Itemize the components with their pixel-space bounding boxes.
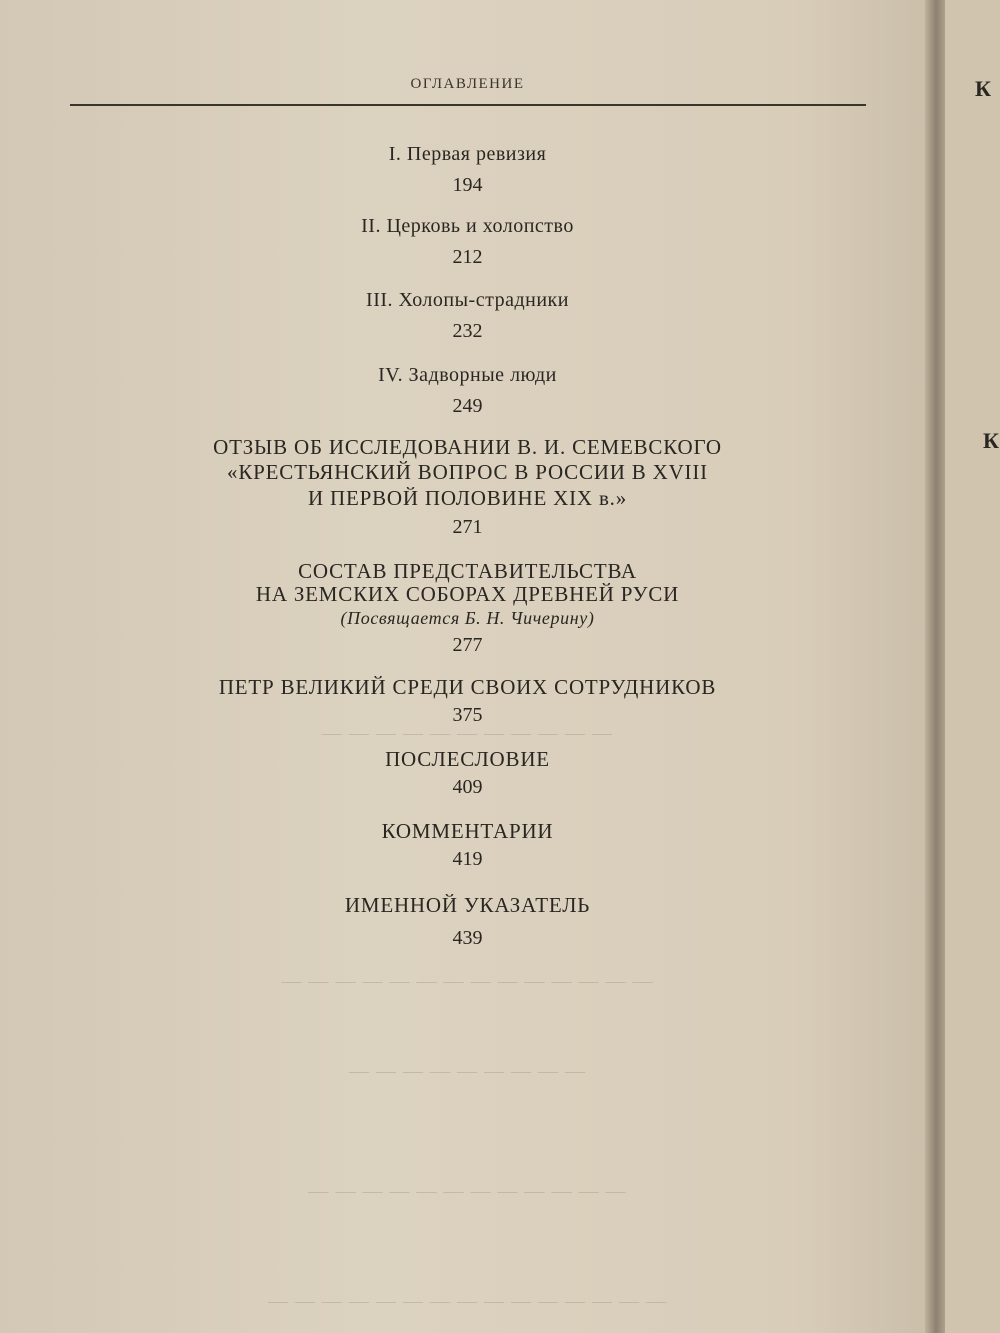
toc-review-line-2: «КРЕСТЬЯНСКИЙ ВОПРОС В РОССИИ В XVIII: [227, 460, 708, 484]
toc-index-title: ИМЕННОЙ УКАЗАТЕЛЬ: [344, 893, 591, 917]
toc-petr-page: 375: [452, 704, 483, 726]
toc-entry-title: III. Холопы-страдники: [366, 289, 569, 311]
toc-review-line-3: И ПЕРВОЙ ПОЛОВИНЕ XIX в.»: [307, 486, 628, 510]
toc-posl-page: 409: [452, 776, 483, 798]
toc-entry-title: IV. Задворные люди: [378, 364, 557, 386]
adjacent-page: [945, 0, 1000, 1333]
toc-entry-page: 232: [452, 320, 483, 342]
adjacent-page-letter: К: [975, 76, 991, 101]
bleed-through-text: — — — — — — — — — — —: [322, 722, 613, 744]
toc-sostav-line-2: НА ЗЕМСКИХ СОБОРАХ ДРЕВНЕЙ РУСИ: [255, 582, 680, 606]
toc-entry-page: 249: [452, 395, 483, 417]
toc-sostav-dedication: (Посвящается Б. Н. Чичерину): [340, 608, 595, 628]
toc-sostav-line-1: СОСТАВ ПРЕДСТАВИТЕЛЬСТВА: [298, 559, 637, 583]
toc-posl-title: ПОСЛЕСЛОВИЕ: [385, 747, 550, 771]
running-head: ОГЛАВЛЕНИЕ: [410, 76, 525, 92]
toc-entry-page: 194: [452, 174, 483, 196]
header-rule: [70, 104, 866, 106]
toc-review-line-1: ОТЗЫВ ОБ ИССЛЕДОВАНИИ В. И. СЕМЕВСКОГО: [213, 435, 722, 459]
bleed-through-text: — — — — — — — — — — — — — — —: [268, 1290, 667, 1312]
book-gutter: [925, 0, 947, 1333]
toc-entry-page: 212: [452, 246, 483, 268]
bleed-through-text: — — — — — — — — — — — —: [308, 1180, 627, 1202]
toc-komm-title: КОММЕНТАРИИ: [381, 819, 554, 843]
toc-sostav-page: 277: [452, 634, 483, 656]
toc-komm-page: 419: [452, 848, 483, 870]
adjacent-page-letter: К: [983, 428, 999, 453]
toc-petr-title: ПЕТР ВЕЛИКИЙ СРЕДИ СВОИХ СОТРУДНИКОВ: [218, 675, 717, 699]
bleed-through-text: — — — — — — — — — — — — — —: [281, 970, 654, 992]
toc-index-page: 439: [452, 927, 483, 949]
toc-entry-title: I. Первая ревизия: [388, 143, 547, 165]
bleed-through-text: — — — — — — — — —: [349, 1060, 586, 1082]
toc-entry-title: II. Церковь и холопство: [361, 215, 574, 237]
toc-review-page: 271: [452, 516, 483, 538]
